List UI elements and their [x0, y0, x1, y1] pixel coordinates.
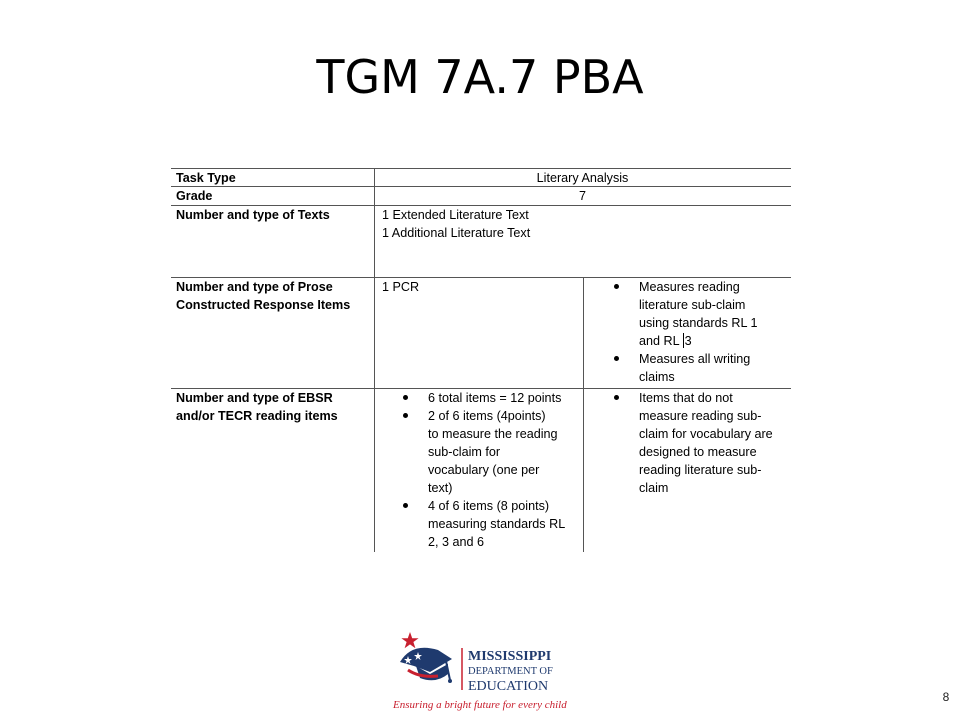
task-type-value: Literary Analysis — [536, 171, 629, 185]
texts-values — [382, 206, 530, 242]
task-type-label: Task Type — [176, 171, 236, 185]
prose-cr-value: 1 PCR — [382, 280, 420, 294]
logo-tagline: Ensuring a bright future for every child — [393, 699, 567, 711]
list-item: Items that do not measure reading sub- claim for vocabulary are designed to measure reading literature sub- claim — [605, 389, 791, 497]
ebsr-tecr-label: Number and type of EBSR and/or TECR reading items — [176, 391, 338, 423]
ebsr-tecr-notes — [605, 389, 791, 497]
red-star-icon — [401, 632, 418, 648]
task-table — [171, 168, 791, 552]
text-cursor — [683, 333, 684, 348]
table-column-divider — [374, 168, 375, 552]
text-item: 1 Extended Literature Text — [382, 208, 529, 222]
grade-label: Grade — [176, 189, 213, 203]
slide-title: TGM 7A.7 PBA — [316, 50, 644, 104]
logo-line-1: MISSISSIPPI — [468, 649, 552, 664]
list-item: 2 of 6 items (4points) to measure the reading sub-claim for vocabulary (one per text) — [394, 407, 583, 497]
mde-logo-graphic — [390, 628, 580, 714]
prose-cr-label: Number and type of Prose Constructed Response Items — [176, 280, 351, 312]
text-item: 1 Additional Literature Text — [382, 226, 531, 240]
list-item: 6 total items = 12 points — [394, 389, 583, 407]
mississippi-department-of-education-logo — [390, 628, 580, 714]
list-item: 4 of 6 items (8 points) measuring standards RL 2, 3 and 6 — [394, 497, 583, 551]
texts-label: Number and type of Texts — [176, 208, 330, 222]
logo-line-3: EDUCATION — [468, 679, 549, 694]
prose-cr-notes — [605, 278, 791, 386]
list-item: Measures reading literature sub-claim using standards RL 1 and RL 3 — [605, 278, 791, 350]
logo-line-2: DEPARTMENT OF — [468, 666, 553, 677]
grade-value: 7 — [578, 189, 586, 203]
page-number: 8 — [942, 690, 950, 704]
graduation-cap-icon — [400, 648, 452, 683]
table-column-divider — [583, 277, 584, 552]
ebsr-tecr-items — [394, 389, 583, 551]
list-item: Measures all writing claims — [605, 350, 791, 386]
